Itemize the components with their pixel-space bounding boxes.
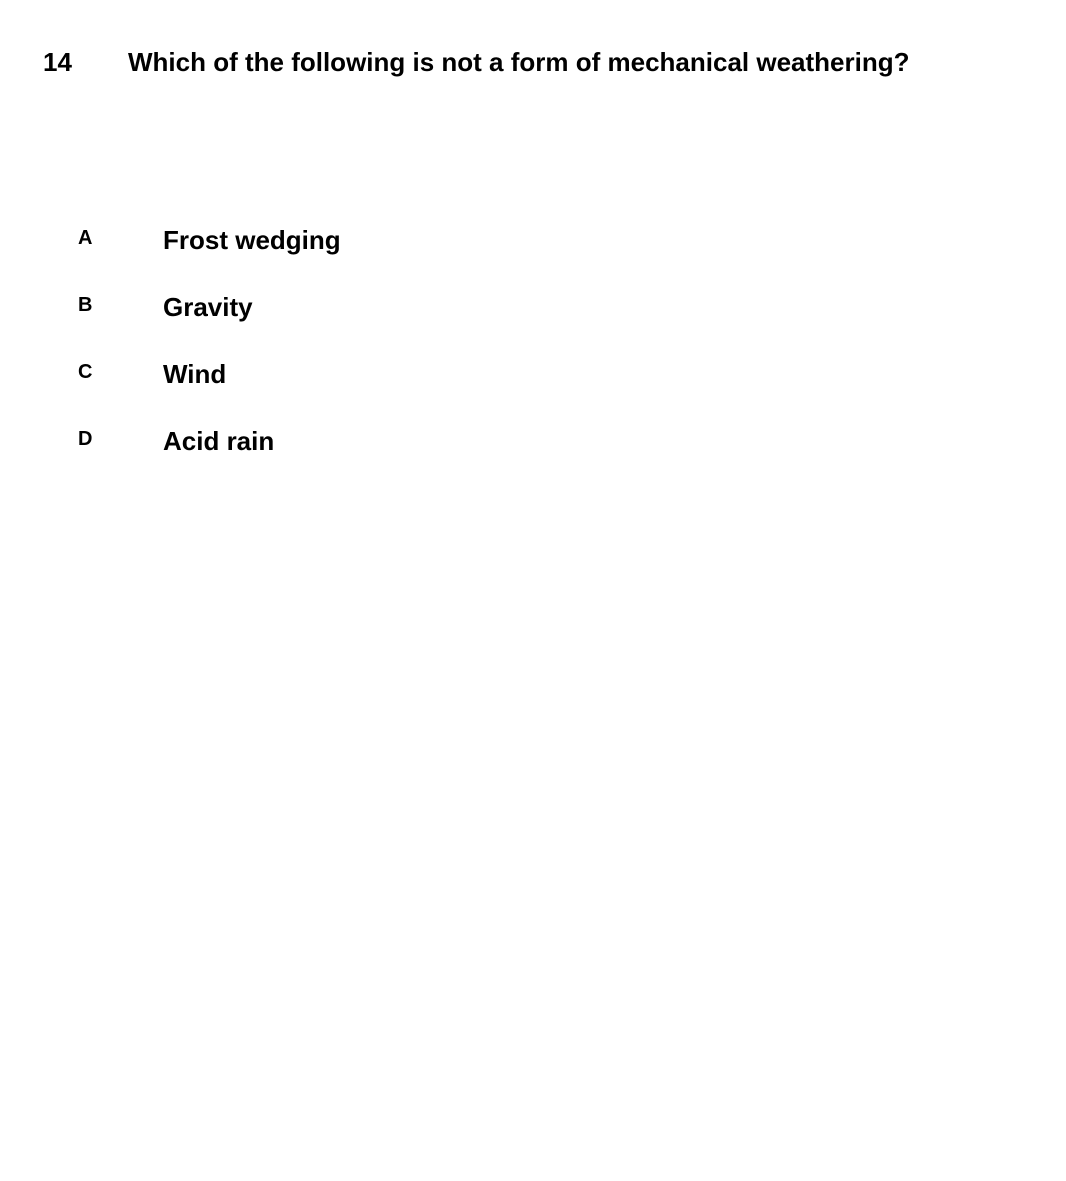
option-letter: B	[78, 294, 93, 316]
option-letter: D	[78, 428, 93, 450]
option-text: Frost wedging	[163, 225, 341, 255]
option-b[interactable]	[0, 289, 1066, 356]
option-letter: C	[78, 361, 93, 383]
option-c[interactable]	[0, 356, 1066, 423]
option-text: Acid rain	[163, 426, 275, 456]
option-d[interactable]	[0, 423, 1066, 490]
option-a[interactable]	[0, 222, 1066, 289]
option-text: Gravity	[163, 292, 253, 322]
question-text: Which of the following is not a form of mechanical weathering?	[128, 47, 910, 77]
option-text: Wind	[163, 359, 227, 389]
option-letter: A	[78, 227, 93, 249]
answer-options	[0, 222, 1066, 490]
question-number: 14	[43, 47, 72, 77]
